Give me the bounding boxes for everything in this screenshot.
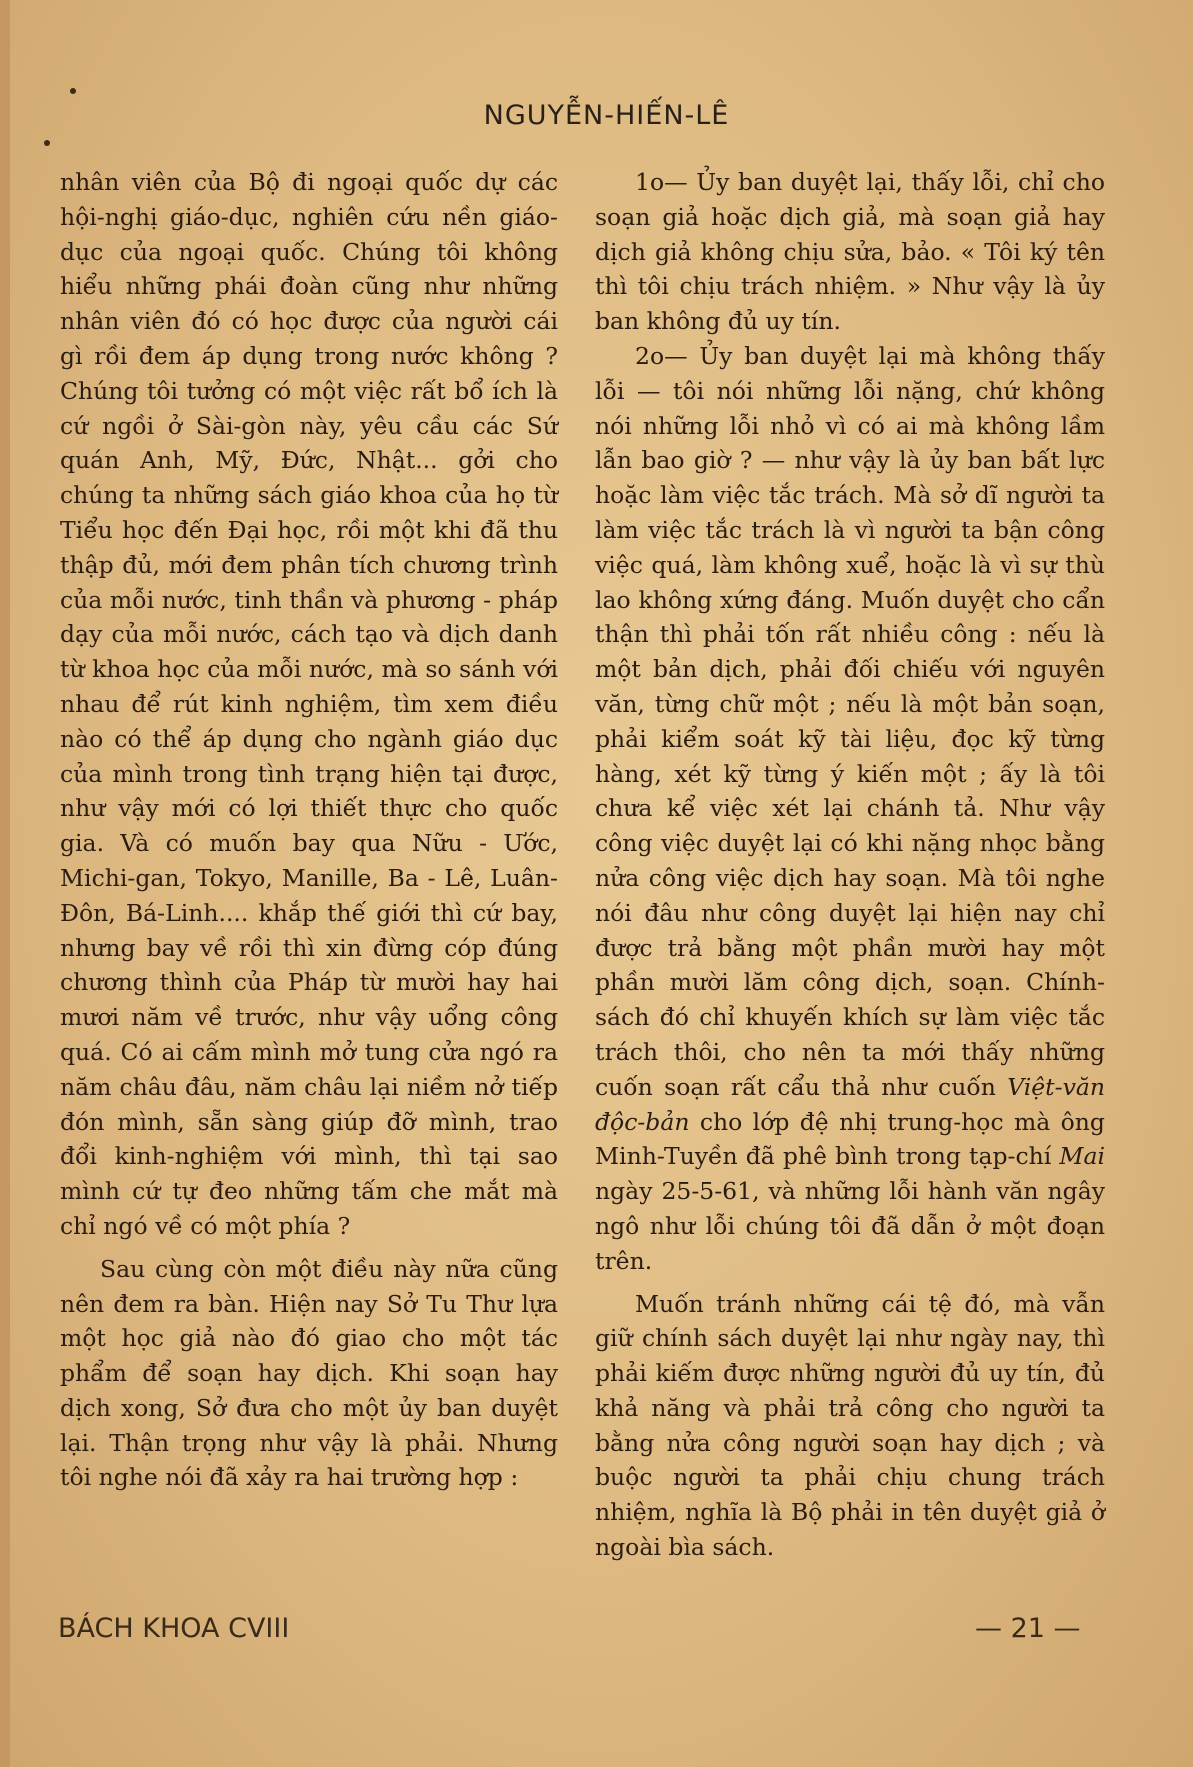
right-paragraph-2 (595, 339, 1105, 1279)
right-column (595, 165, 1105, 1565)
magazine-title: Mai (1059, 1142, 1105, 1171)
left-paragraph-2: Sau cùng còn một điều này nữa cũng nên đem ra bàn. Hiện nay Sở Tu Thư lựa một học giả nào đó giao cho một tác phẩm để soạn hay dịch. Khi soạn hay dịch xong, Sở đưa cho một ủy ban duyệt lại. Thận trọng như vậy là phải. Nhưng tôi nghe nói đã xảy ra hai trường hợp : (60, 1254, 558, 1492)
right-paragraph-2-rest: cho lớp đệ nhị trung-học mà ông Minh-Tuyền đã phê bình trong tạp-chí (595, 1107, 1105, 1171)
right-paragraph-3: Muốn tránh những cái tệ đó, mà vẫn giữ chính sách duyệt lại như ngày nay, thì phải kiếm được những người đủ uy tín, đủ khả năng và phải trả công cho người ta bằng nửa công người soạn hay dịch ; và buộc người ta phải chịu chung trách nhiệm, nghĩa là Bộ phải in tên duyệt giả ở ngoài bìa sách. (595, 1289, 1105, 1562)
page-number: — 21 — (975, 1613, 1081, 1644)
margin-dot (44, 140, 50, 146)
right-paragraph-2-end: ngày 25-5-61, và những lỗi hành văn ngây ngô như lỗi chúng tôi đã dẫn ở một đoạn trên. (595, 1177, 1105, 1275)
right-paragraph-1: 1o— Ủy ban duyệt lại, thấy lỗi, chỉ cho soạn giả hoặc dịch giả, mà soạn giả hay dịch giả không chịu sửa, bảo. « Tôi ký tên thì tôi chịu trách nhiệm. » Như vậy là ủy ban không đủ uy tín. (595, 168, 1105, 336)
margin-dot (70, 88, 76, 94)
running-header: NGUYỄN-HIẾN-LÊ (483, 100, 730, 131)
footer-magazine: BÁCH KHOA CVIII (58, 1613, 290, 1644)
left-paragraph-1: nhân viên của Bộ đi ngoại quốc dự các hội-nghị giáo-dục, nghiên cứu nền giáo-dục của ngoại quốc. Chúng tôi không hiểu những phái đoàn cũng như những nhân viên đó có học được của người cái gì rồi đem áp dụng trong nước không ? Chúng tôi tưởng có một việc rất bổ ích là cứ ngồi ở Sài-gòn này, yêu cầu các Sứ quán Anh, Mỹ, Đức, Nhật... gởi cho chúng ta những sách giáo khoa của họ từ Tiểu học đến Đại học, rồi một khi đã thu thập đủ, mới đem phân tích chương trình của mỗi nước, tinh thần và phương - pháp dạy của mỗi nước, cách tạo và dịch danh từ khoa học của mỗi nước, mà so sánh với nhau để rút kinh nghiệm, tìm xem điều nào có thể áp dụng cho ngành giáo dục của mình trong tình trạng hiện tại được, như vậy mới có lợi thiết thực cho quốc gia. Và có muốn bay qua Nữu - Ước, Michi-gan, Tokyo, Manille, Ba - Lê, Luân-Đôn, Bá-Linh.... khắp thế giới thì cứ bay, nhưng bay về rồi thì xin đừng cóp đúng chương thình của Pháp từ mười hay hai mươi năm về trước, như vậy uổng công quá. Có ai cấm mình mở tung cửa ngó ra năm châu đâu, năm châu lại niềm nở tiếp đón mình, sẵn sàng giúp đỡ mình, trao đổi kinh-nghiệm với mình, thì tại sao mình cứ tự đeo những tấm che mắt mà chỉ ngó về có một phía ? (60, 168, 558, 1240)
left-column (60, 165, 558, 1495)
right-paragraph-2-text: 2o— Ủy ban duyệt lại mà không thấy lỗi — tôi nói những lỗi nặng, chứ không nói những lỗi nhỏ vì có ai mà không lầm lẫn bao giờ ? — như vậy là ủy ban bất lực hoặc làm việc tắc trách. Mà sở dĩ người ta làm việc tắc trách là vì người ta bận công việc quá, làm không xuể, hoặc là vì sự thù lao không xứng đáng. Muốn duyệt cho cẩn thận thì phải tốn rất nhiều công : nếu là một bản dịch, phải đối chiếu với nguyên văn, từng chữ một ; nếu là một bản soạn, phải kiểm soát kỹ tài liệu, đọc kỹ từng hàng, xét kỹ từng ý kiến một ; ấy là tôi chưa kể việc xét lại chánh tả. Như vậy công việc duyệt lại có khi nặng nhọc bằng nửa công việc dịch hay soạn. Mà tôi nghe nói đâu như công duyệt lại hiện nay chỉ được trả bằng một phần mười hay một phần mười lăm công dịch, soạn. Chính-sách đó chỉ khuyến khích sự làm việc tắc trách thôi, cho nên ta mới thấy những cuốn soạn rất cẩu thả như cuốn (595, 341, 1105, 1101)
book-title: Việt-văn độc-bản (595, 1072, 1105, 1136)
